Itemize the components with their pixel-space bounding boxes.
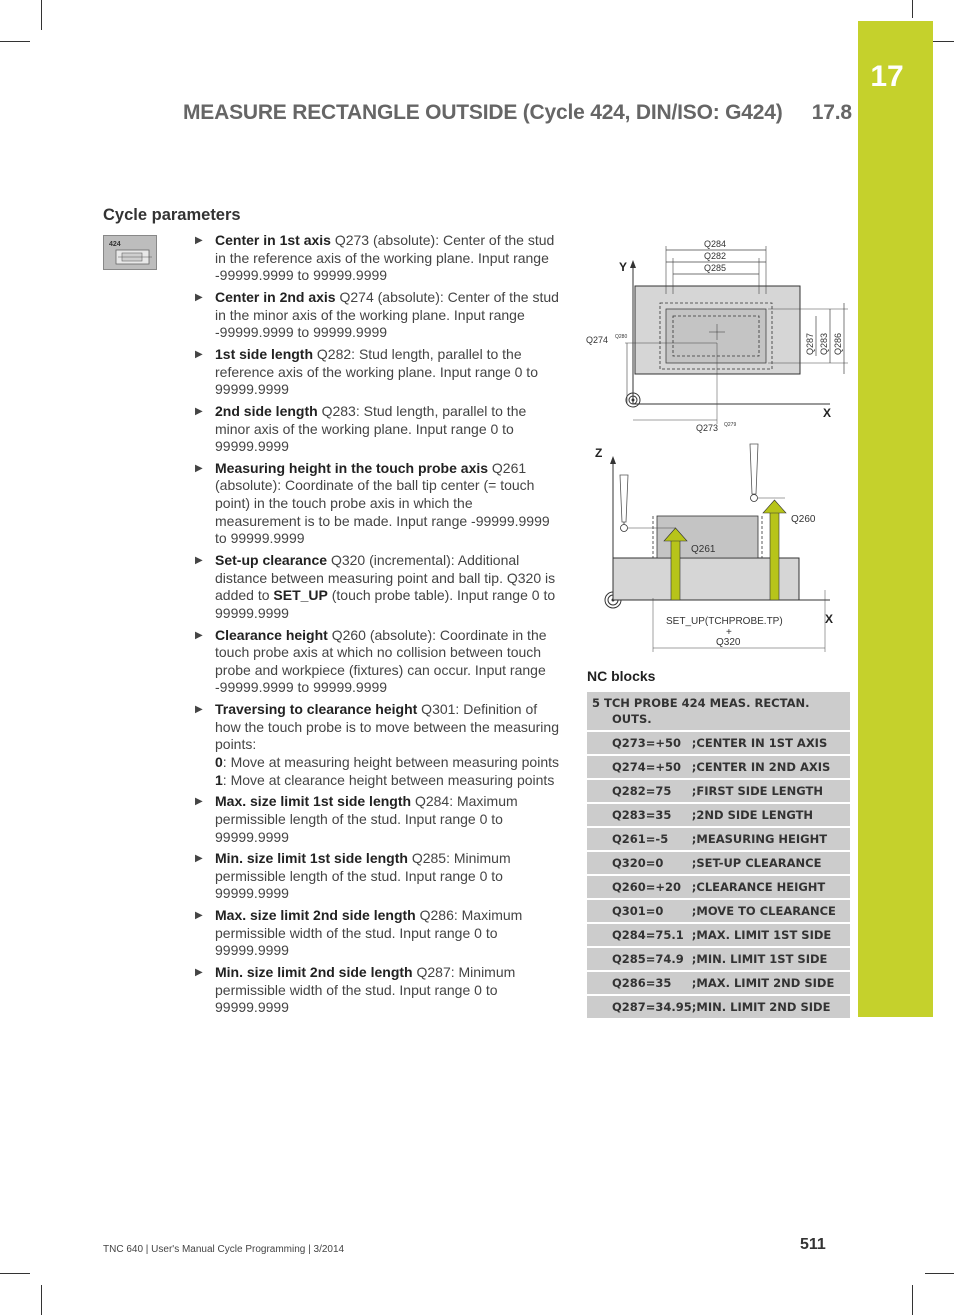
- header-title: MEASURE RECTANGLE OUTSIDE (Cycle 424, DIN/ISO: G424): [183, 101, 783, 124]
- param-item: [193, 907, 561, 960]
- param-desc: Q261 (absolute): Coordinate of the ball tip center (= touch point) in the touch probe axis in which the measurement is to be made. Input range -99999.9999 to 99999.9999: [215, 459, 550, 547]
- bullet-arrow-icon: ▶: [195, 704, 203, 716]
- nc-comment-cell: ;CENTER IN 2ND AXIS: [692, 755, 850, 779]
- param-name: Traversing to clearance height: [215, 701, 418, 718]
- q260-label: Q260: [791, 514, 816, 525]
- param-desc: Q286: Maximum permissible width of the stud. Input range 0 to 99999.9999: [215, 907, 523, 959]
- param-item: [193, 460, 561, 548]
- header-section-number: 17.8: [811, 101, 852, 124]
- crop-mark: [41, 0, 42, 30]
- nc-param-cell: Q320=0: [587, 851, 692, 875]
- table-row: [587, 779, 850, 803]
- option-desc: : Move at clearance height between measuring points: [222, 771, 555, 788]
- param-desc: Q282: Stud length, parallel to the reference axis of the working plane. Input range 0 to 99999.9999: [215, 345, 538, 398]
- param-desc: Q260 (absolute): Coordinate in the touch probe axis at which no collision between touch probe and workpiece (fixtures) can occur. Input range -99999.9999 to 99999.9999: [215, 626, 547, 696]
- table-row: [587, 851, 850, 875]
- bullet-arrow-icon: ▶: [195, 796, 203, 808]
- bullet-arrow-icon: ▶: [195, 405, 203, 417]
- nc-comment-cell: ;CLEARANCE HEIGHT: [692, 875, 850, 899]
- nc-header-line2: OUTS.: [612, 712, 652, 726]
- nc-blocks-table: [587, 692, 850, 1020]
- nc-param-cell: Q287=34.95: [587, 995, 692, 1019]
- param-item: [193, 964, 561, 1017]
- param-desc: Q301: Definition of how the touch probe is to move between the measuring points:: [215, 701, 559, 753]
- q261-label: Q261: [691, 544, 716, 555]
- param-desc: Q283: Stud length, parallel to the minor axis of the working plane. Input range 0 to 99999.9999: [215, 402, 527, 455]
- nc-param-cell: Q284=75.1: [587, 923, 692, 947]
- param-desc: Q287: Minimum permissible width of the stud. Input range 0 to 99999.9999: [215, 964, 516, 1016]
- dim-q283-label: Q283: [819, 332, 829, 355]
- param-name: Max. size limit 2nd side length: [215, 907, 416, 924]
- crop-mark: [925, 1273, 954, 1274]
- param-name: Min. size limit 2nd side length: [215, 964, 413, 981]
- nc-param-cell: Q285=74.9: [587, 947, 692, 971]
- nc-comment-cell: ;MIN. LIMIT 2ND SIDE: [692, 995, 850, 1019]
- table-row: [587, 923, 850, 947]
- table-row: [587, 875, 850, 899]
- dim-q282-label: Q282: [704, 251, 727, 261]
- nc-comment-cell: ;FIRST SIDE LENGTH: [692, 779, 850, 803]
- param-desc: Q273 (absolute): Center of the stud in the reference axis of the working plane. Input range -99999.9999 to 99999.9999: [215, 232, 555, 284]
- param-name: Max. size limit 1st side length: [215, 793, 412, 810]
- param-item: [193, 793, 561, 846]
- param-keyword: SET_UP: [273, 587, 328, 604]
- axis-x-label: X: [823, 406, 832, 420]
- option-key: 0: [215, 753, 223, 770]
- dim-q285-label: Q285: [704, 263, 727, 273]
- dim-q273-label: Q273: [696, 423, 719, 433]
- nc-comment-cell: ;MAX. LIMIT 2ND SIDE: [692, 971, 850, 995]
- crop-mark: [0, 1273, 30, 1274]
- param-desc: Q285: Minimum permissible length of the stud. Input range 0 to 99999.9999: [215, 850, 511, 902]
- table-row: [587, 803, 850, 827]
- param-item: [193, 232, 561, 285]
- param-item: [193, 701, 561, 789]
- page-header: [183, 101, 852, 125]
- nc-comment-cell: ;MAX. LIMIT 1ST SIDE: [692, 923, 850, 947]
- table-row: [587, 755, 850, 779]
- table-row: [587, 731, 850, 755]
- crop-mark: [0, 41, 30, 42]
- nc-comment-cell: ;SET-UP CLEARANCE: [692, 851, 850, 875]
- param-name: Set-up clearance: [215, 552, 328, 569]
- nc-param-cell: Q261=-5: [587, 827, 692, 851]
- page-number: 511: [800, 1236, 826, 1253]
- footer-text: TNC 640 | User's Manual Cycle Programming | 3/2014: [103, 1244, 345, 1255]
- bullet-arrow-icon: ▶: [195, 853, 203, 865]
- nc-comment-cell: ;CENTER IN 1ST AXIS: [692, 731, 850, 755]
- bullet-arrow-icon: ▶: [195, 291, 203, 303]
- nc-comment-cell: ;2ND SIDE LENGTH: [692, 803, 850, 827]
- dim-q287-label: Q287: [805, 332, 815, 355]
- param-item: [193, 850, 561, 903]
- dim-q274-label: Q274: [586, 335, 609, 345]
- crop-mark: [41, 1285, 42, 1315]
- nc-blocks-title: NC blocks: [587, 668, 656, 684]
- nc-param-cell: Q301=0: [587, 899, 692, 923]
- param-name: 2nd side length: [215, 402, 318, 419]
- param-desc: Q274 (absolute): Center of the stud in the minor axis of the working plane. Input range -99999.9999 to 99999.9999: [215, 288, 559, 341]
- nc-comment-cell: ;MOVE TO CLEARANCE: [692, 899, 850, 923]
- param-name: Clearance height: [215, 626, 328, 643]
- axis-y-label: Y: [619, 260, 628, 274]
- crop-mark: [912, 0, 913, 18]
- dim-q284-label: Q284: [704, 239, 727, 249]
- bullet-arrow-icon: ▶: [195, 235, 203, 246]
- option-desc: : Move at measuring height between measuring points: [222, 753, 559, 770]
- cycle-icon-label: 424: [109, 241, 121, 248]
- param-name: Center in 2nd axis: [215, 288, 336, 305]
- dim-q286-label: Q286: [833, 332, 843, 355]
- table-row: [587, 947, 850, 971]
- chapter-tab: [858, 21, 933, 1017]
- param-item: [193, 403, 561, 456]
- axis-x-label: X: [825, 612, 834, 626]
- bullet-arrow-icon: ▶: [195, 967, 203, 979]
- axis-z-label: Z: [595, 446, 603, 460]
- bullet-arrow-icon: ▶: [195, 348, 203, 360]
- setup-label: SET_UP(TCHPROBE.TP): [666, 616, 783, 627]
- table-row: [587, 827, 850, 851]
- bullet-arrow-icon: ▶: [195, 555, 203, 567]
- param-desc: Q320 (incremental): Additional distance between measuring point and ball tip. Q320 is added to: [215, 552, 556, 604]
- plus-label: +: [726, 627, 732, 638]
- table-row: [587, 899, 850, 923]
- table-row: [587, 971, 850, 995]
- option-key: 1: [215, 771, 223, 788]
- nc-param-cell: Q283=35: [587, 803, 692, 827]
- param-desc: Q284: Maximum permissible length of the stud. Input range 0 to 99999.9999: [215, 793, 518, 845]
- table-row: [587, 995, 850, 1019]
- dim-q279-label: Q279: [724, 422, 737, 428]
- nc-param-cell: Q274=+50: [587, 755, 692, 779]
- param-item: [193, 289, 561, 342]
- chapter-number: 17: [870, 60, 904, 93]
- nc-comment-cell: ;MIN. LIMIT 1ST SIDE: [692, 947, 850, 971]
- nc-header-line1: 5 TCH PROBE 424 MEAS. RECTAN.: [592, 696, 810, 710]
- nc-param-cell: Q260=+20: [587, 875, 692, 899]
- q320-label: Q320: [716, 637, 741, 648]
- cycle-424-icon: [103, 235, 157, 270]
- parameter-list: [193, 232, 561, 1021]
- param-name: 1st side length: [215, 345, 314, 362]
- bullet-arrow-icon: ▶: [195, 910, 203, 922]
- nc-param-cell: Q286=35: [587, 971, 692, 995]
- param-name: Min. size limit 1st side length: [215, 850, 408, 867]
- param-name: Measuring height in the touch probe axis: [215, 459, 489, 476]
- param-item: [193, 552, 561, 622]
- param-item: [193, 627, 561, 697]
- nc-comment-cell: ;MEASURING HEIGHT: [692, 827, 850, 851]
- param-name: Center in 1st axis: [215, 232, 331, 248]
- table-row: [587, 692, 850, 731]
- side-view-figure: [580, 440, 855, 655]
- bullet-arrow-icon: ▶: [195, 462, 203, 474]
- dim-q280-label: Q280: [615, 334, 628, 340]
- bullet-arrow-icon: ▶: [195, 629, 203, 641]
- param-desc-cont: (touch probe table). Input range 0 to 99999.9999: [215, 587, 556, 621]
- param-item: [193, 346, 561, 399]
- nc-param-cell: Q282=75: [587, 779, 692, 803]
- nc-header-cell: [587, 692, 850, 731]
- nc-param-cell: Q273=+50: [587, 731, 692, 755]
- plan-view-figure: [580, 232, 855, 440]
- section-title: Cycle parameters: [103, 206, 241, 224]
- crop-mark: [912, 1285, 913, 1315]
